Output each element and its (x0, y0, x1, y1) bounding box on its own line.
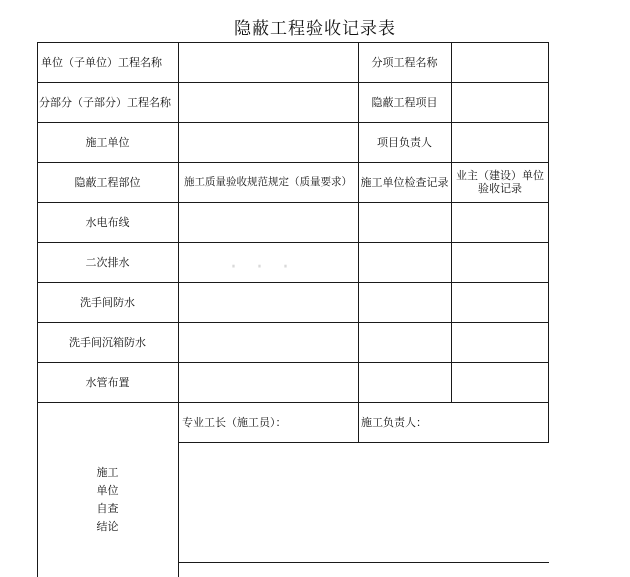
label-subitem-project-name: 分项工程名称 (371, 55, 438, 69)
foreman-signature-label: 专业工长（施工员）： (182, 415, 287, 429)
label-division-project-name: 分部分（子部分）工程名称 (39, 95, 171, 109)
value-unit-project-name[interactable] (178, 42, 358, 82)
label-unit-project-name: 单位（子单位）工程名称 (41, 55, 162, 69)
conclusion-content-field[interactable] (178, 442, 549, 562)
label-project-leader: 项目负责人 (377, 135, 432, 149)
conclusion-label: 施工 单位 自查 结论 (96, 465, 119, 533)
label-construction-unit: 施工单位 (85, 135, 130, 149)
value-division-project-name[interactable] (178, 82, 358, 122)
column-header-owner-acceptance: 业主（建设）单位验收记录 (456, 169, 544, 195)
manager-signature-label: 施工负责人： (361, 415, 427, 429)
column-header-standard: 施工质量验收规范规定（质量要求） (184, 175, 352, 188)
table-row-item: 水管布置 (85, 375, 130, 389)
value-construction-unit[interactable] (178, 122, 358, 162)
row-divider (178, 562, 549, 563)
form-title: 隐蔽工程验收记录表 (234, 19, 396, 39)
value-concealed-project-item[interactable] (451, 82, 549, 122)
acceptance-record-table (37, 42, 549, 577)
column-header-contractor-check: 施工单位检查记录 (360, 175, 449, 189)
column-header-item: 隐蔽工程部位 (74, 175, 141, 189)
table-row-item: 二次排水 (85, 255, 130, 269)
label-concealed-project-item: 隐蔽工程项目 (371, 95, 438, 109)
faint-watermark: · · · (230, 255, 295, 280)
value-project-leader[interactable] (451, 122, 549, 162)
table-row-item: 洗手间沉箱防水 (69, 335, 146, 349)
value-subitem-project-name[interactable] (451, 42, 549, 82)
table-row-item: 洗手间防水 (80, 295, 135, 309)
table-row-item: 水电布线 (85, 215, 130, 229)
